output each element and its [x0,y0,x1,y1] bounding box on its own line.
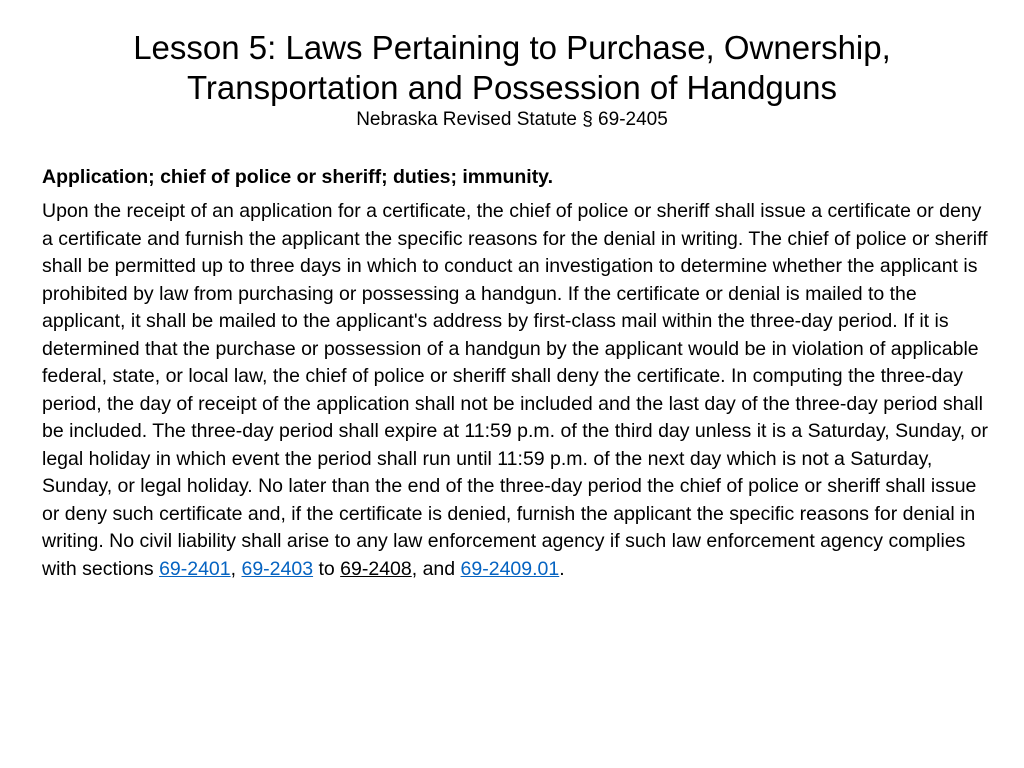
slide-title-line-2: Transportation and Possession of Handguns [186,69,837,106]
link-separator: , and [411,557,461,580]
link-69-2401[interactable]: 69-2401 [159,557,231,580]
ref-69-2408[interactable]: 69-2408 [340,557,412,580]
slide-subtitle: Nebraska Revised Statute § 69-2405 [356,109,668,130]
statute-body [42,198,990,583]
title-block [40,28,984,132]
statute-body-text: Upon the receipt of an application for a certificate, the chief of police or sheriff shall issue a certificate or deny a certificate and furnish the applicant the specific reasons for the denial in writing. The chief of police or sheriff shall be permitted up to three days in which to conduct an investigation to determine whether the applicant is prohibited by law from purchasing or possessing a handgun. If the certificate or denial is mailed to the applicant, it shall be mailed to the applicant's address by first-class mail within the three-day period. If it is determined that the purchase or possession of a handgun by the applicant would be in violation of applicable federal, state, or local law, the chief of police or sheriff shall deny the certificate. In computing the three-day period, the day of receipt of the application shall not be included and the last day of the three-day period shall be included. The three-day period shall expire at 11:59 p.m. of the third day unless it is a Saturday, Sunday, or legal holiday in which event the period shall run until 11:59 p.m. of the next day which is not a Saturday, Sunday, or legal holiday. No later than the end of the three-day period the chief of police or sheriff shall issue or deny such certificate and, if the certificate is denied, furnish the applicant the specific reasons for denial in writing. No civil liability shall arise to any law enforcement agency if such law enforcement agency complies with sections [42,200,988,580]
statute-content [42,164,990,583]
statute-heading: Application; chief of police or sheriff; duties; immunity. [42,166,553,188]
slide-title-line-1: Lesson 5: Laws Pertaining to Purchase, Ownership, [133,29,891,66]
link-69-2409-01[interactable]: 69-2409.01 [460,557,560,580]
slide-title [40,28,984,108]
link-separator: to [313,557,341,580]
link-separator: , [230,557,242,580]
body-end-punctuation: . [559,557,565,580]
link-69-2403[interactable]: 69-2403 [241,557,314,580]
